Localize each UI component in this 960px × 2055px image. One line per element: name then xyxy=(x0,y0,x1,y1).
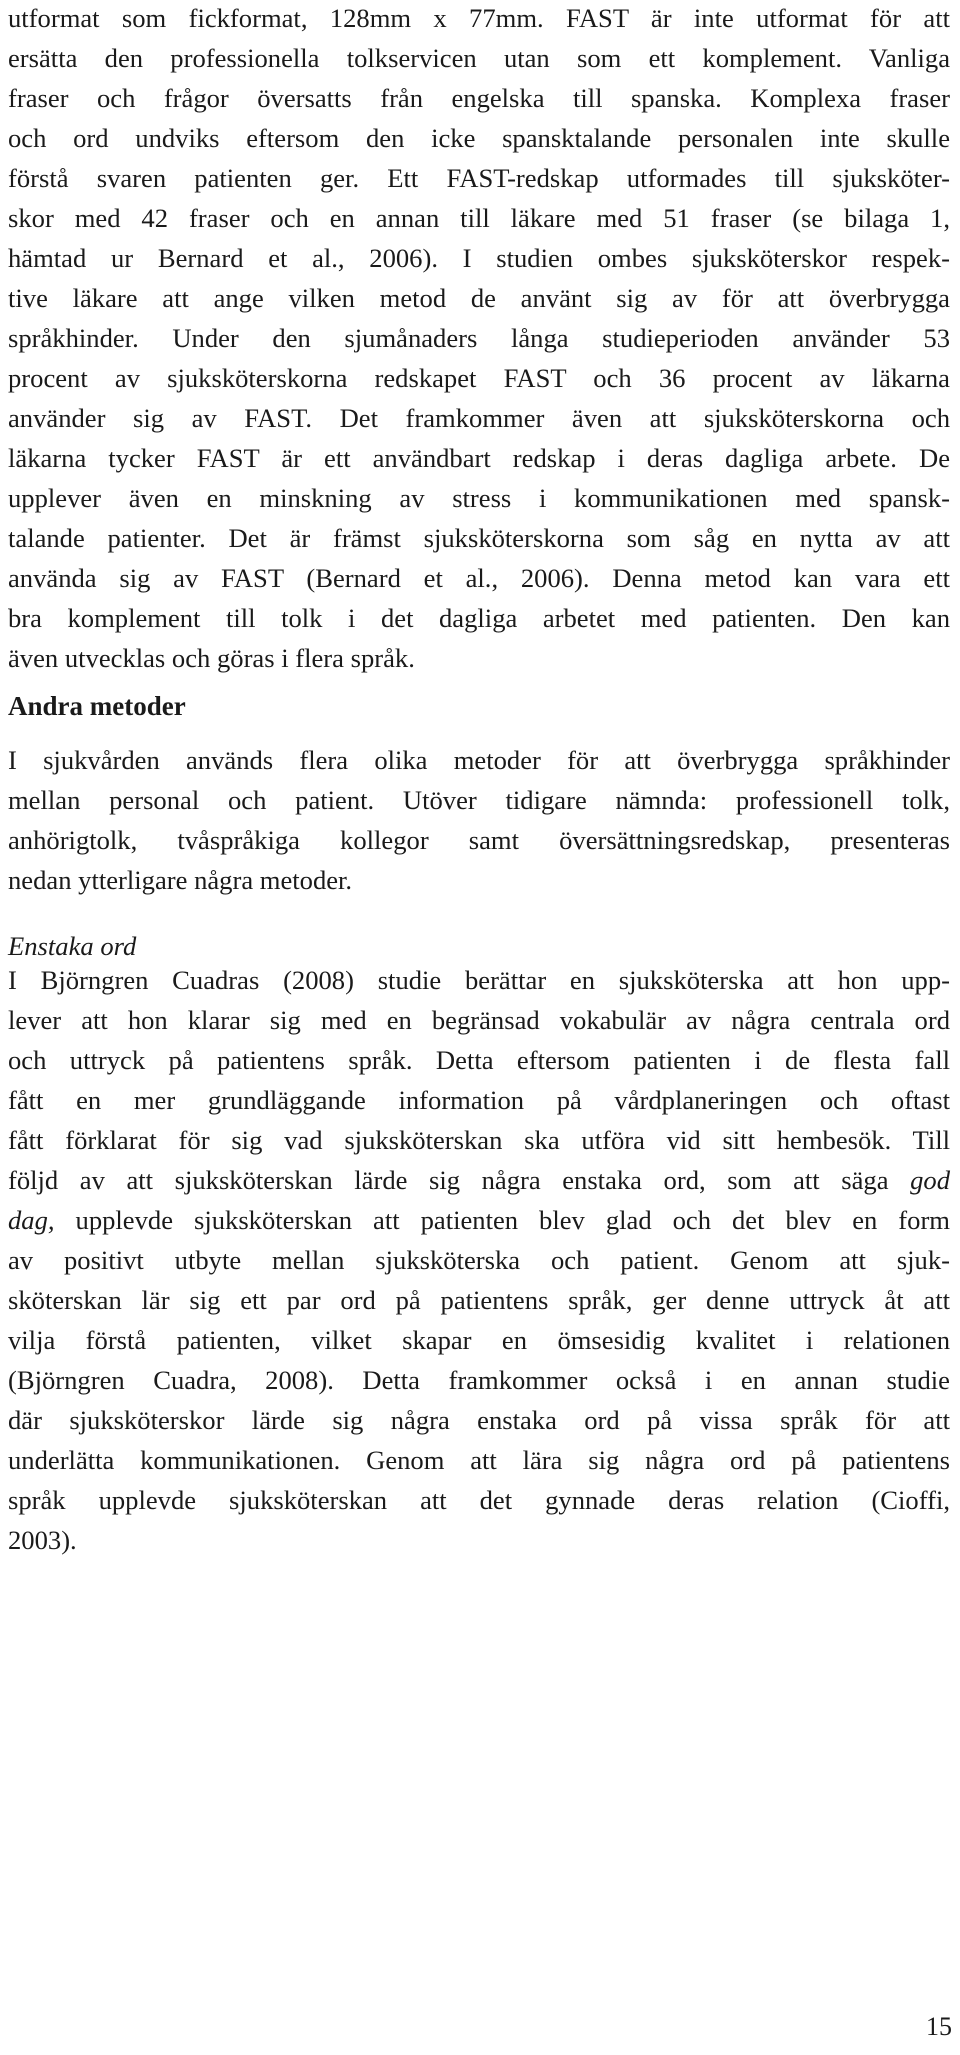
paragraph1-line: även utvecklas och göras i flera språk. xyxy=(8,643,415,673)
page-number: 15 xyxy=(926,2012,952,2041)
paragraph1-line: bra komplement till tolk i det dagliga arbetet med patienten. Den kan xyxy=(8,603,950,633)
paragraph1-line: förstå svaren patienten ger. Ett FAST-redskap utformades till sjuksköter- xyxy=(8,163,950,193)
paragraph1-line: använda sig av FAST (Bernard et al., 2006). Denna metod kan vara ett xyxy=(8,563,950,593)
paragraph1-line: utformat som fickformat, 128mm x 77mm. FAST är inte utformat för att xyxy=(8,3,950,33)
paragraph1-line: tive läkare att ange vilken metod de använt sig av för att överbrygga xyxy=(8,283,950,313)
paragraph1-line: talande patienter. Det är främst sjuksköterskorna som såg en nytta av att xyxy=(8,523,950,553)
subsection-line: underlätta kommunikationen. Genom att lära sig några ord på patientens xyxy=(8,1445,950,1475)
subsection-line: fått en mer grundläggande information på vårdplaneringen och oftast xyxy=(8,1085,950,1115)
subsection-line: där sjuksköterskor lärde sig några enstaka ord på vissa språk för att xyxy=(8,1405,950,1435)
subsection-line: sköterskan lär sig ett par ord på patientens språk, ger denne uttryck åt att xyxy=(8,1285,950,1315)
italic-phrase: god xyxy=(910,1165,950,1195)
italic-phrase: dag, xyxy=(8,1205,55,1235)
paragraph1-line: och ord undviks eftersom den icke spansktalande personalen inte skulle xyxy=(8,123,950,153)
subsection-line xyxy=(8,1202,950,1238)
section-intro-line: nedan ytterligare några metoder. xyxy=(8,865,353,895)
section-intro-line: I sjukvården används flera olika metoder för att överbrygga språkhinder xyxy=(8,745,950,775)
subsection-heading: Enstaka ord xyxy=(8,931,137,961)
subsection-line-text: följd av att sjuksköterskan lärde sig några enstaka ord, som att säga xyxy=(8,1165,911,1195)
subsection-line: lever att hon klarar sig med en begränsad vokabulär av några centrala ord xyxy=(8,1005,950,1035)
paragraph1-line: hämtad ur Bernard et al., 2006). I studien ombes sjuksköterskor respek- xyxy=(8,243,950,273)
subsection-line: och uttryck på patientens språk. Detta eftersom patienten i de flesta fall xyxy=(8,1045,950,1075)
paragraph1-line: språkhinder. Under den sjumånaders långa studieperioden använder 53 xyxy=(8,323,950,353)
subsection-line xyxy=(8,1162,950,1198)
subsection-line: (Björngren Cuadra, 2008). Detta framkommer också i en annan studie xyxy=(8,1365,950,1395)
paragraph1-line: skor med 42 fraser och en annan till läkare med 51 fraser (se bilaga 1, xyxy=(8,203,950,233)
subsection-line-text: upplevde sjuksköterskan att patienten blev glad och det blev en form xyxy=(54,1205,950,1235)
paragraph1-line: upplever även en minskning av stress i kommunikationen med spansk- xyxy=(8,483,950,513)
paragraph1-line: fraser och frågor översatts från engelska till spanska. Komplexa fraser xyxy=(8,83,950,113)
section-intro-line: anhörigtolk, tvåspråkiga kollegor samt översättningsredskap, presenteras xyxy=(8,825,950,855)
section-intro-line: mellan personal och patient. Utöver tidigare nämnda: professionell tolk, xyxy=(8,785,950,815)
section-heading: Andra metoder xyxy=(8,691,186,721)
subsection-line: fått förklarat för sig vad sjuksköterskan ska utföra vid sitt hembesök. Till xyxy=(8,1125,950,1155)
subsection-line: vilja förstå patienten, vilket skapar en ömsesidig kvalitet i relationen xyxy=(8,1325,950,1355)
subsection-line: I Björngren Cuadras (2008) studie berättar en sjuksköterska att hon upp- xyxy=(8,965,950,995)
paragraph1-line: läkarna tycker FAST är ett användbart redskap i deras dagliga arbete. De xyxy=(8,443,950,473)
paragraph1-line: använder sig av FAST. Det framkommer även att sjuksköterskorna och xyxy=(8,403,950,433)
paragraph1-line: procent av sjuksköterskorna redskapet FAST och 36 procent av läkarna xyxy=(8,363,950,393)
subsection-line: språk upplevde sjuksköterskan att det gynnade deras relation (Cioffi, xyxy=(8,1485,950,1515)
paragraph1-line: ersätta den professionella tolkservicen utan som ett komplement. Vanliga xyxy=(8,43,950,73)
subsection-line: 2003). xyxy=(8,1525,77,1555)
subsection-line: av positivt utbyte mellan sjuksköterska och patient. Genom att sjuk- xyxy=(8,1245,950,1275)
